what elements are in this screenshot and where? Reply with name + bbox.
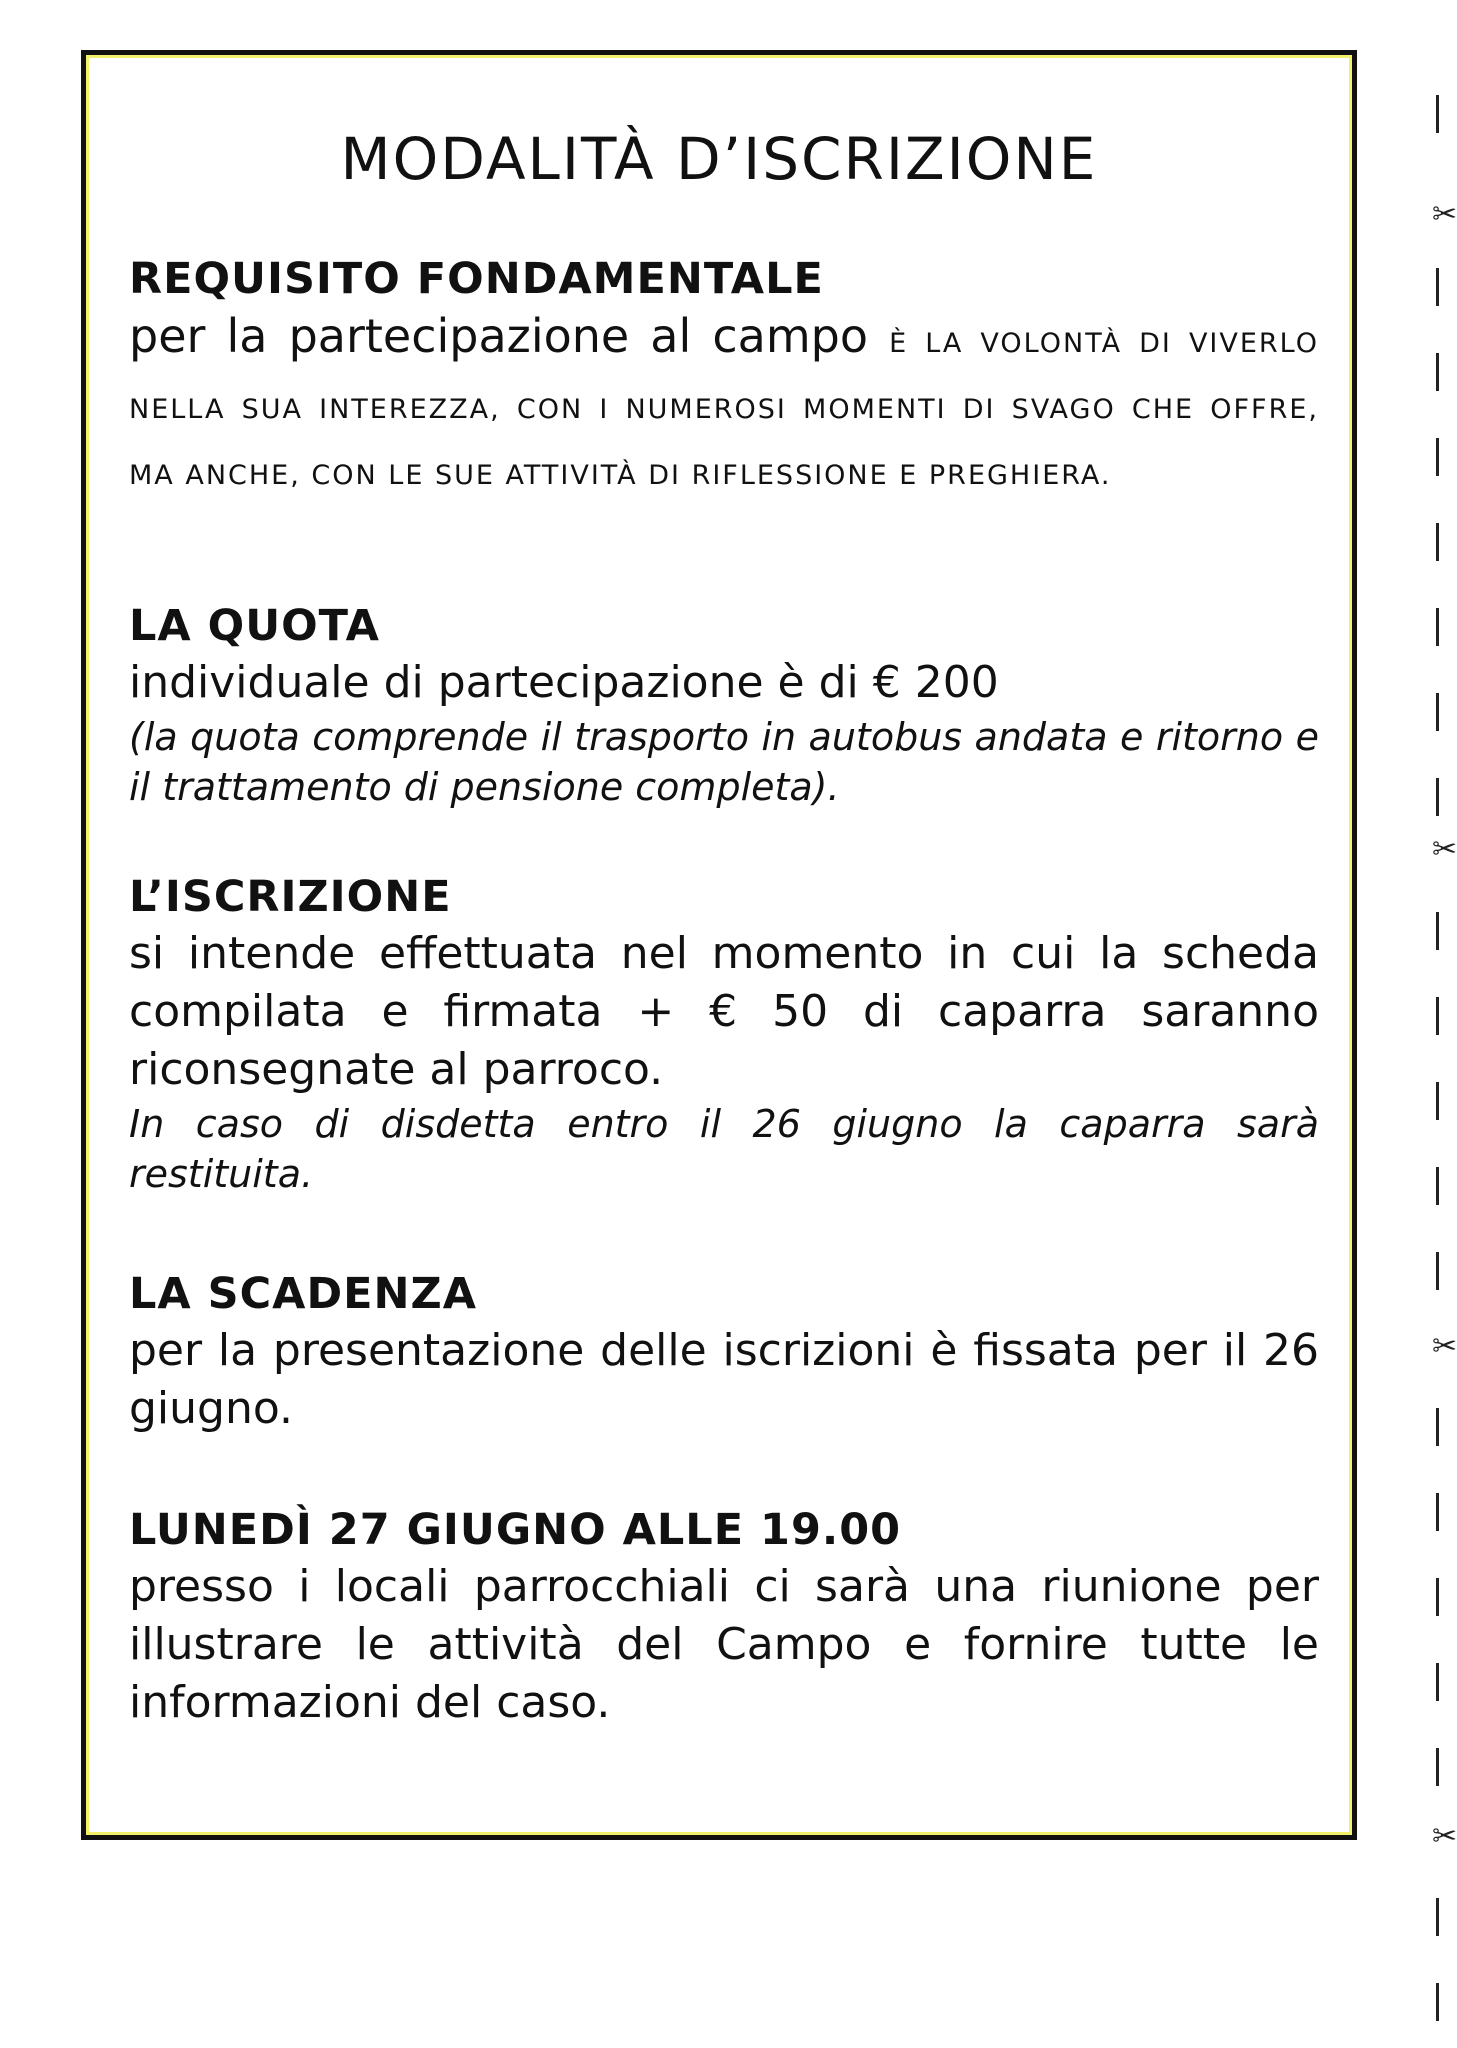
cut-line-dash bbox=[1436, 1898, 1439, 1936]
cut-line-dash bbox=[1436, 1748, 1439, 1786]
cut-line-dash bbox=[1436, 1408, 1439, 1446]
requirement-text bbox=[129, 307, 1319, 505]
cut-line-dash bbox=[1436, 997, 1439, 1035]
scissors-icon: ✂ bbox=[1432, 832, 1457, 867]
section-heading-deadline: LA SCADENZA bbox=[129, 1269, 477, 1319]
cut-line-dash bbox=[1436, 95, 1439, 133]
scissors-icon: ✂ bbox=[1432, 1819, 1457, 1854]
cut-line-dash bbox=[1436, 523, 1439, 561]
meeting-body: presso i locali parrocchiali ci sarà una riunione per illustrare le attività del Campo e fornire tutte le informazioni del caso. bbox=[129, 1561, 1319, 1728]
cut-line-dash bbox=[1436, 1252, 1439, 1290]
cut-line-dash bbox=[1436, 693, 1439, 731]
cut-line-dash bbox=[1436, 912, 1439, 950]
cut-line bbox=[1432, 0, 1457, 2048]
section-deadline bbox=[129, 1266, 1319, 1438]
page-title: MODALITÀ D’ISCRIZIONE bbox=[340, 125, 1098, 193]
requirement-caps-text: È LA VOLONTÀ DI VIVERLO NELLA SUA INTEREZZA, CON I NUMEROSI MOMENTI DI SVAGO CHE OFFRE, MA ANCHE, CON LE SUE ATTIVITÀ DI RIFLESSIONE E PREGHIERA. bbox=[129, 328, 1319, 491]
cut-line-dash bbox=[1436, 268, 1439, 306]
cut-line-dash bbox=[1436, 1578, 1439, 1616]
registration-note: In caso di disdetta entro il 26 giugno la caparra sarà restituita. bbox=[129, 1102, 1319, 1196]
scissors-icon: ✂ bbox=[1432, 197, 1457, 232]
requirement-lead: per la partecipazione al campo bbox=[129, 309, 868, 363]
info-box bbox=[81, 50, 1357, 1840]
registration-body: si intende effettuata nel momento in cui la scheda compilata e firmata + € 50 di caparra saranno riconsegnate al parroco. bbox=[129, 928, 1319, 1095]
cut-line-dash bbox=[1436, 1082, 1439, 1120]
cut-line-dash bbox=[1436, 608, 1439, 646]
cut-line-dash bbox=[1436, 438, 1439, 476]
section-heading-registration: L’ISCRIZIONE bbox=[129, 872, 452, 922]
cut-line-dash bbox=[1436, 353, 1439, 391]
section-heading-meeting: LUNEDÌ 27 GIUGNO ALLE 19.00 bbox=[129, 1505, 902, 1555]
deadline-body: per la presentazione delle iscrizioni è fissata per il 26 giugno. bbox=[129, 1325, 1319, 1434]
section-heading-requirement: REQUISITO FONDAMENTALE bbox=[129, 254, 824, 304]
cut-line-dash bbox=[1436, 1663, 1439, 1701]
cut-line-dash bbox=[1436, 1493, 1439, 1531]
section-registration bbox=[129, 869, 1319, 1199]
section-fee bbox=[129, 598, 1319, 812]
section-requirement bbox=[129, 251, 1319, 505]
fee-body: individuale di partecipazione è di € 200 bbox=[129, 657, 999, 708]
cut-line-dash bbox=[1436, 1983, 1439, 2021]
cut-line-dash bbox=[1436, 778, 1439, 816]
cut-line-dash bbox=[1436, 1167, 1439, 1205]
scissors-icon: ✂ bbox=[1432, 1329, 1457, 1364]
section-heading-fee: LA QUOTA bbox=[129, 601, 380, 651]
fee-note: (la quota comprende il trasporto in autobus andata e ritorno e il trattamento di pensione completa). bbox=[129, 715, 1319, 809]
section-meeting bbox=[129, 1502, 1319, 1732]
